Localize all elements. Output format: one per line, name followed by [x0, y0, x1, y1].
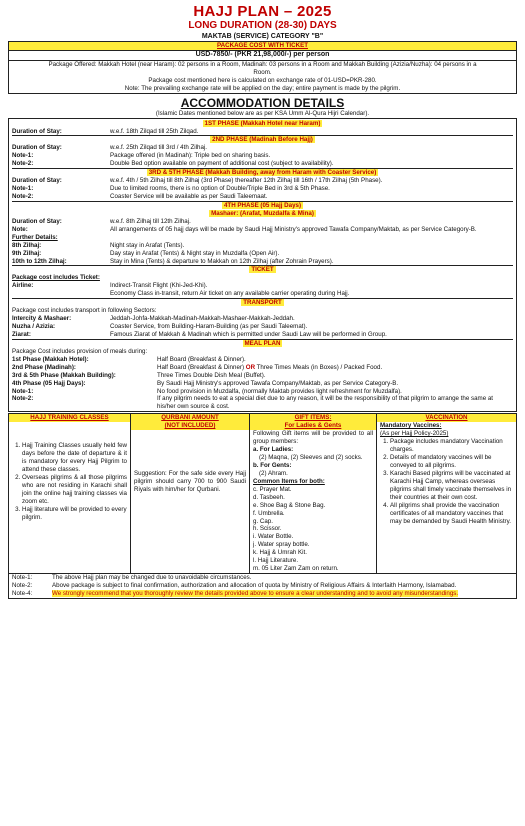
- phase1-band: 1ST PHASE (Makkah Hotel near Haram): [204, 119, 321, 127]
- airline-class-row: Economy Class in-transit, return Air ticket on any available carrier operating during Hajj.: [110, 290, 350, 298]
- phase3-stay: Duration of Stay: w.e.f. 4th / 5th Zilhaj till 8th Zilhaj (3rd Phase) thereafter 12th Zilhaj till 16th / 17th Zilhaj (5th Phase).: [12, 177, 383, 185]
- meal-note2: Note-2: If any pilgrim needs to eat a special diet due to any reason, it will be the responsibility of that pilgrim to arrange the same at his/her own source & cost.: [12, 395, 494, 411]
- transport-ziarat: Ziarat: Famous Ziarat of Makkah & Madinah which is permitted under Saudi Law will be performed in Group.: [12, 330, 387, 338]
- phase3-band: 3RD & 5TH PHASE (Makkah Building, away from Haram with Coaster Service): [12, 168, 513, 177]
- exchange-rate: Package cost mentioned here is calculated on exchange rate of 01-USD=PKR-280.: [148, 76, 377, 84]
- meal-note1: Note-1: No food provision in Muzdalfa, (normally Maktab provides light refreshment for Muzdalfa).: [12, 387, 402, 395]
- phase1-stay: Duration of Stay: w.e.f. 18th Zilqad till 25th Zilqad.: [12, 127, 199, 135]
- package-offered: Package Offered: Makkah Hotel (near Haram): 02 persons in a Room, Madinah: 03 persons in a Room and Makkah Building (Azizia/Nuzha): 04 persons in a Room.: [48, 60, 477, 76]
- list-item: 2. Details of mandatory vaccines will be conveyed to all pilgrims.: [390, 454, 513, 470]
- accommodation-subtitle: (Islamic Dates mentioned below are as per KSA Umm Al-Qura Hijri Calendar).: [155, 109, 370, 117]
- gifts-heading: GIFT ITEMS: For Ladies & Gents: [250, 414, 376, 430]
- day8-row: 8th Zilhaj: Night stay in Arafat (Tents).: [12, 241, 185, 249]
- list-item: e. Shoe Bag & Stone Bag.: [253, 501, 326, 509]
- list-item: 1. Hajj Training Classes usually held few days before the date of departure & it is mandatory for every Hajj Pilgrim to attend these classes.: [22, 442, 127, 474]
- gifts-ladies: a. For Ladies:: [253, 446, 294, 454]
- document-subtitle: LONG DURATION (28-30) DAYS: [188, 20, 337, 31]
- phase4-mashaer: Mashaer: (Arafat, Muzdalfa & Mina): [211, 209, 314, 217]
- meal-intro: Package Cost includes provision of meals during:: [12, 347, 148, 355]
- qurbani-text: Suggestion: For the safe side every Hajj pilgrim should carry 700 to 900 Saudi Riyals with him/her for Qurbani.: [134, 470, 246, 494]
- vaccination-policy: (As per Hajj Policy-2025): [380, 430, 449, 438]
- document-title: HAJJ PLAN – 2025: [193, 3, 332, 20]
- phase2-band: 2ND PHASE (Madinah Before Hajj): [12, 135, 513, 144]
- transport-band: TRANSPORT: [12, 298, 513, 307]
- list-item: 3. Hajj literature will be provided to every pilgrim.: [22, 506, 127, 522]
- gifts-intro: Following Gift items will be provided to all group members:: [253, 430, 373, 446]
- list-item: g. Cap.: [253, 517, 273, 525]
- meal-phase1: 1st Phase (Makkah Hotel): Half Board (Breakfast & Dinner).: [12, 355, 246, 363]
- service-category: MAKTAB (SERVICE) CATEGORY "B": [201, 33, 324, 40]
- phase4-note: Note: All arrangements of 05 hajj days will be made by Saudi Hajj Ministry's approved Tawafa Company/Maktab, as per Service Category-B.: [12, 225, 477, 233]
- gifts-gents-items: (2) Ahram.: [259, 469, 288, 477]
- list-item: 3. Karachi Based pilgrims will be vaccinated at Karachi Hajj Camp, whereas overseas pilgrims shall timely vaccinate themselves in their countries at their own cost.: [390, 470, 513, 502]
- ticket-intro: Package cost includes Ticket:: [12, 274, 100, 282]
- meal-band: MEAL PLAN: [12, 339, 513, 348]
- package-price: USD-7850/- (PKR 21,98,000/-) per person: [9, 51, 516, 61]
- list-item: m. 05 Liter Zam Zam on return.: [253, 565, 339, 573]
- qurbani-column: [131, 414, 250, 573]
- list-item: h. Scissor.: [253, 525, 282, 533]
- phase2-note2: Note-2: Double Bed option available on payment of additional cost (subject to availability).: [12, 160, 334, 168]
- ticket-band: TICKET: [12, 265, 513, 274]
- further-details-heading: Further Details:: [12, 233, 58, 241]
- phase2-stay: Duration of Stay: w.e.f. 25th Zilqad till 3rd / 4th Zilhaj.: [12, 144, 207, 152]
- list-item: 1. Package includes mandatory Vaccination charges.: [390, 438, 513, 454]
- transport-intro: Package cost includes transport in following Sectors:: [12, 307, 157, 315]
- vaccination-heading: VACCINATION: [377, 414, 516, 422]
- list-item: k. Hajj & Umrah Kit.: [253, 549, 307, 557]
- list-item: d. Tasbeeh.: [253, 493, 285, 501]
- list-item: i. Water Bottle.: [253, 533, 294, 541]
- info-columns: [8, 413, 517, 574]
- cost-section: [8, 41, 517, 94]
- footer-note2: Note-2: Above package is subject to final confirmation, authorization and allocation of quota by Ministry of Religious Affairs & Interfaith Harmony, Islamabad.: [12, 582, 457, 590]
- list-item: c. Prayer Mat.: [253, 485, 292, 493]
- transport-intercity: Intercity & Mashaer: Jeddah-Johfa-Makkah-Madinah-Makkah-Mashaer-Makkah-Jeddah.: [12, 315, 295, 323]
- list-item: l. Hajj Literature.: [253, 557, 299, 565]
- day10-12-row: 10th to 12th Zilhaj: Stay in Mina (Tents) & departure to Makkah on 12th Zilhaj (after Zohrain Prayers).: [12, 257, 334, 265]
- phase4-stay: Duration of Stay: w.e.f. 8th Zilhaj till 12th Zilhaj.: [12, 217, 191, 225]
- phase3-note2: Note-2: Coaster Service will be available as per Saudi Taleemaat.: [12, 193, 268, 201]
- footer-note1: Note-1: The above Hajj plan may be changed due to unavoidable circumstances.: [12, 574, 252, 582]
- list-item: f. Umbrella.: [253, 509, 285, 517]
- training-column: [9, 414, 131, 573]
- list-item: 2. Overseas pilgrims & all those pilgrims who are not residing in Karachi shall join the online hajj training classes via zoom etc.: [22, 474, 127, 506]
- phase4-band: 4TH PHASE (05 Hajj Days): [12, 201, 513, 210]
- footer-notes: [8, 574, 517, 599]
- gifts-column: [250, 414, 377, 573]
- list-item: 4. All pilgrims shall provide the vaccination certificates of all mandatory vaccines that may be demanded by Saudi Health Ministry.: [390, 502, 513, 526]
- hajj-plan-document: [8, 4, 517, 599]
- training-list: [12, 442, 127, 521]
- vaccination-column: [377, 414, 516, 573]
- phase3-note1: Note-1: Due to limited rooms, there is no option of Double/Triple Bed in 3rd & 5th Phase.: [12, 185, 330, 193]
- vaccination-list: [380, 438, 513, 525]
- accommodation-title: ACCOMMODATION DETAILS: [180, 95, 345, 110]
- cost-band: PACKAGE COST WITH TICKET: [9, 42, 516, 51]
- meal-phase2: 2nd Phase (Madinah): Half Board (Breakfast & Dinner) OR Three Times Meals (in Boxes) / Packed Food.: [12, 363, 383, 371]
- gifts-gents: b. For Gents:: [253, 461, 292, 469]
- transport-nuzha: Nuzha / Azizia: Coaster Service, from Building-Haram-Building (as per Saudi Taleemat).: [12, 323, 308, 331]
- qurbani-heading: QURBANI AMOUNT (NOT INCLUDED): [131, 414, 249, 430]
- gifts-ladies-items: (2) Maqna, (2) Sleeves and (2) socks.: [259, 454, 363, 462]
- gifts-common-heading: Common Items for both:: [253, 477, 325, 485]
- day9-row: 9th Zilhaj: Day stay in Arafat (Tents) & Night stay in Muzdalfa (Open Air).: [12, 249, 280, 257]
- accommodation-section: [8, 118, 517, 413]
- exchange-note: Note: The prevailing exchange rate will be applied on the day; entire payment is made by the pilgrim.: [124, 84, 401, 92]
- training-heading: HAJJ TRAINING CLASSES: [9, 414, 130, 422]
- airline-row: Airline: Indirect-Transit Flight (Khi-Jed-Khi).: [12, 282, 208, 290]
- meal-phase4: 4th Phase (05 Hajj Days): By Saudi Hajj Ministry's approved Tawafa Company/Maktab, as per Service Category-B.: [12, 379, 399, 387]
- phase2-note1: Note-1: Package offered (in Madinah): Triple bed on sharing basis.: [12, 152, 271, 160]
- footer-note4: Note-4: We strongly recommend that you thoroughly review the details provided above to ensure a clear understanding and to avoid any misunderstandings.: [12, 589, 459, 597]
- meal-phase3-5: 3rd & 5th Phase (Makkah Building): Three Times Double Dish Meal (Buffet).: [12, 371, 266, 379]
- vaccination-subheading: Mandatory Vaccines:: [380, 422, 442, 430]
- list-item: j. Water spray bottle.: [253, 541, 310, 549]
